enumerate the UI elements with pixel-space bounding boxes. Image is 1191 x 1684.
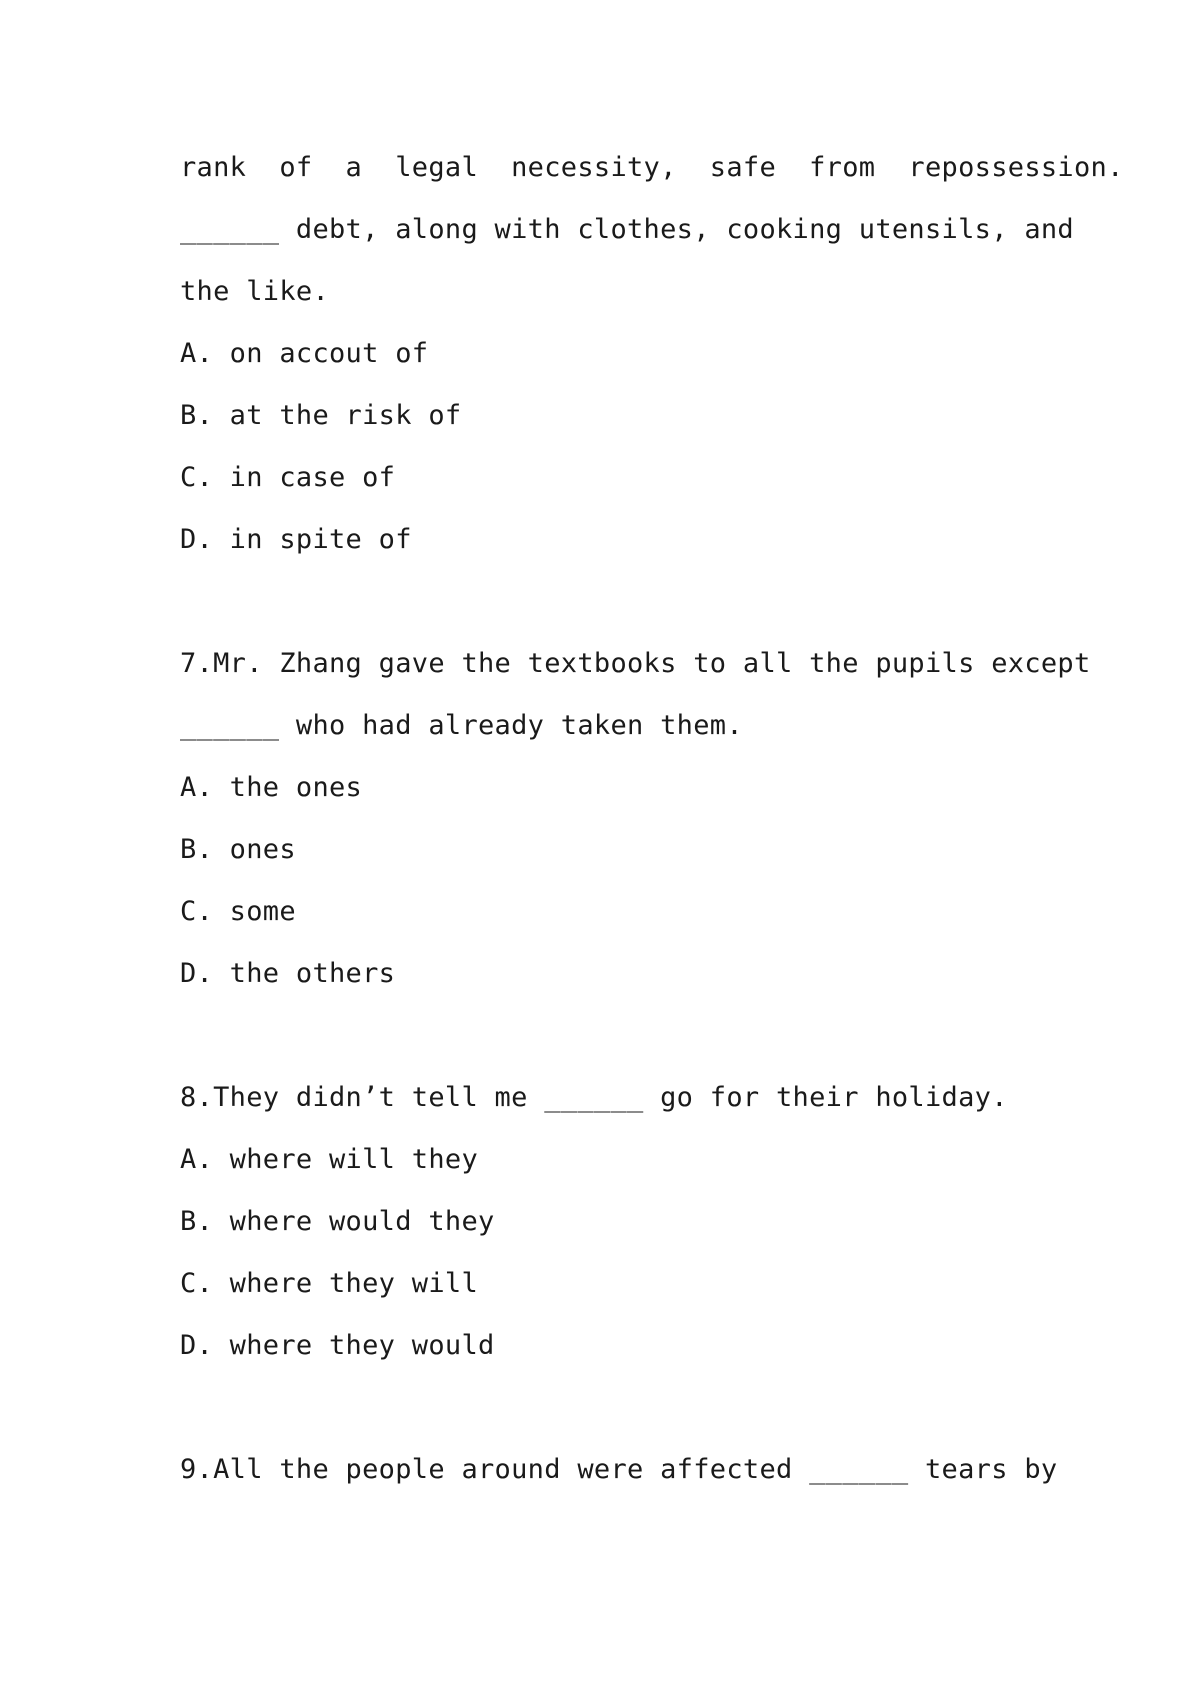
q7-option-a: A. the ones — [180, 772, 363, 803]
q9-stem-line-1: 9.All the people around were affected ______ tears by — [180, 1454, 1058, 1485]
q6-option-d: D. in spite of — [180, 524, 412, 555]
q8-stem: 8.They didn’t tell me ______ go for their holiday. — [180, 1082, 1008, 1113]
q8-option-d: D. where they would — [180, 1330, 495, 1361]
q7-stem-line-2: ______ who had already taken them. — [180, 710, 743, 741]
q8-option-b: B. where would they — [180, 1206, 495, 1237]
q6-option-b: B. at the risk of — [180, 400, 462, 431]
text-line-rank-of-legal-necessity: rank of a legal necessity, safe from repossession. — [180, 152, 1124, 183]
q7-option-c: C. some — [180, 896, 296, 927]
q7-option-b: B. ones — [180, 834, 296, 865]
q8-option-a: A. where will they — [180, 1144, 478, 1175]
q8-option-c: C. where they will — [180, 1268, 478, 1299]
q7-stem-line-1: 7.Mr. Zhang gave the textbooks to all the pupils except — [180, 648, 1091, 679]
q6-option-c: C. in case of — [180, 462, 396, 493]
q7-option-d: D. the others — [180, 958, 396, 989]
text-line-debt-clothes: ______ debt, along with clothes, cooking utensils, and — [180, 214, 1074, 245]
text-line-the-like: the like. — [180, 276, 329, 307]
q6-option-a: A. on accout of — [180, 338, 429, 369]
